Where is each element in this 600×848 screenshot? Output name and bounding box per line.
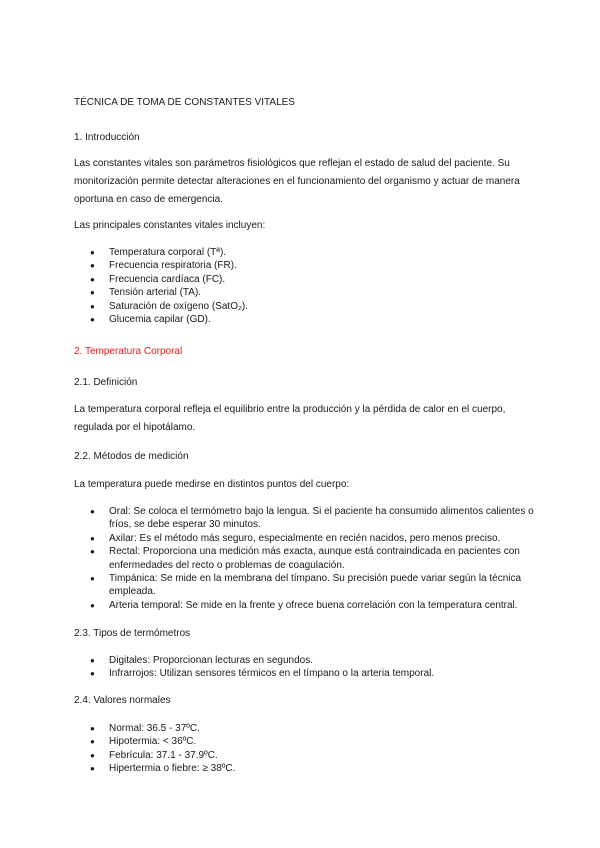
list-item: ● Saturación de oxígeno (SatO₂).: [74, 300, 248, 313]
list-item: ● Glucemia capilar (GD).: [74, 313, 248, 326]
list-item: ● Infrarrojos: Utilizan sensores térmicos en el tímpano o la arteria temporal.: [74, 667, 537, 680]
list-item: ● Rectal: Proporciona una medición más exacta, aunque está contraindicada en pacientes con enfermedades del recto o problemas de coagulación.: [74, 545, 537, 572]
list-item: ● Digitales: Proporcionan lecturas en segundos.: [74, 654, 537, 667]
intro-paragraph: Las constantes vitales son parámetros fisiológicos que reflejan el estado de salud del paciente. Su monitorización permite detectar alteraciones en el funcionamiento del organismo y actuar de manera oportuna en caso de emergencia.: [74, 158, 520, 205]
list-item: ● Arteria temporal: Se mide en la frente y ofrece buena correlación con la temperatura central.: [74, 599, 537, 612]
list-item: ● Hipertermia o fiebre: ≥ 38ºC.: [74, 762, 235, 775]
section-2-heading: 2. Temperatura Corporal: [74, 346, 183, 357]
list-item: ● Oral: Se coloca el termómetro bajo la lengua. Si el paciente ha consumido alimentos calientes o fríos, se debe esperar 30 minutos.: [74, 505, 537, 532]
thermometer-types-list: [74, 654, 537, 681]
subsection-2-4-heading: 2.4. Valores normales: [74, 695, 171, 706]
list-item: ● Frecuencia respiratoria (FR).: [74, 259, 248, 272]
list-item: ● Tensión arterial (TA).: [74, 286, 248, 299]
vital-signs-list: [74, 246, 248, 326]
subsection-2-3-heading: 2.3. Tipos de termómetros: [74, 628, 191, 639]
list-item: ● Axilar: Es el método más seguro, especialmente en recién nacidos, pero menos preciso.: [74, 532, 537, 545]
subsection-2-1-heading: 2.1. Definición: [74, 377, 138, 388]
list-item: ● Hipotermia: < 36ºC.: [74, 735, 235, 748]
document-title: TÉCNICA DE TOMA DE CONSTANTES VITALES: [74, 97, 295, 108]
methods-list: [74, 505, 537, 612]
definition-paragraph: La temperatura corporal refleja el equilibrio entre la producción y la pérdida de calor en el cuerpo, regulada por el hipotálamo.: [74, 404, 506, 433]
list-item: ● Timpánica: Se mide en la membrana del tímpano. Su precisión puede variar según la técnica empleada.: [74, 572, 537, 599]
list-item: ● Febrícula: 37.1 - 37.9ºC.: [74, 749, 235, 762]
section-1-heading: 1. Introducción: [74, 132, 140, 143]
normal-values-list: [74, 722, 235, 776]
subsection-2-2-heading: 2.2. Métodos de medición: [74, 451, 189, 462]
list-item: ● Normal: 36.5 - 37ºC.: [74, 722, 235, 735]
vital-signs-intro: Las principales constantes vitales incluyen:: [74, 220, 266, 231]
methods-intro: La temperatura puede medirse en distintos puntos del cuerpo:: [74, 479, 350, 490]
list-item: ● Temperatura corporal (Tª).: [74, 246, 248, 259]
list-item: ● Frecuencia cardíaca (FC).: [74, 273, 248, 286]
